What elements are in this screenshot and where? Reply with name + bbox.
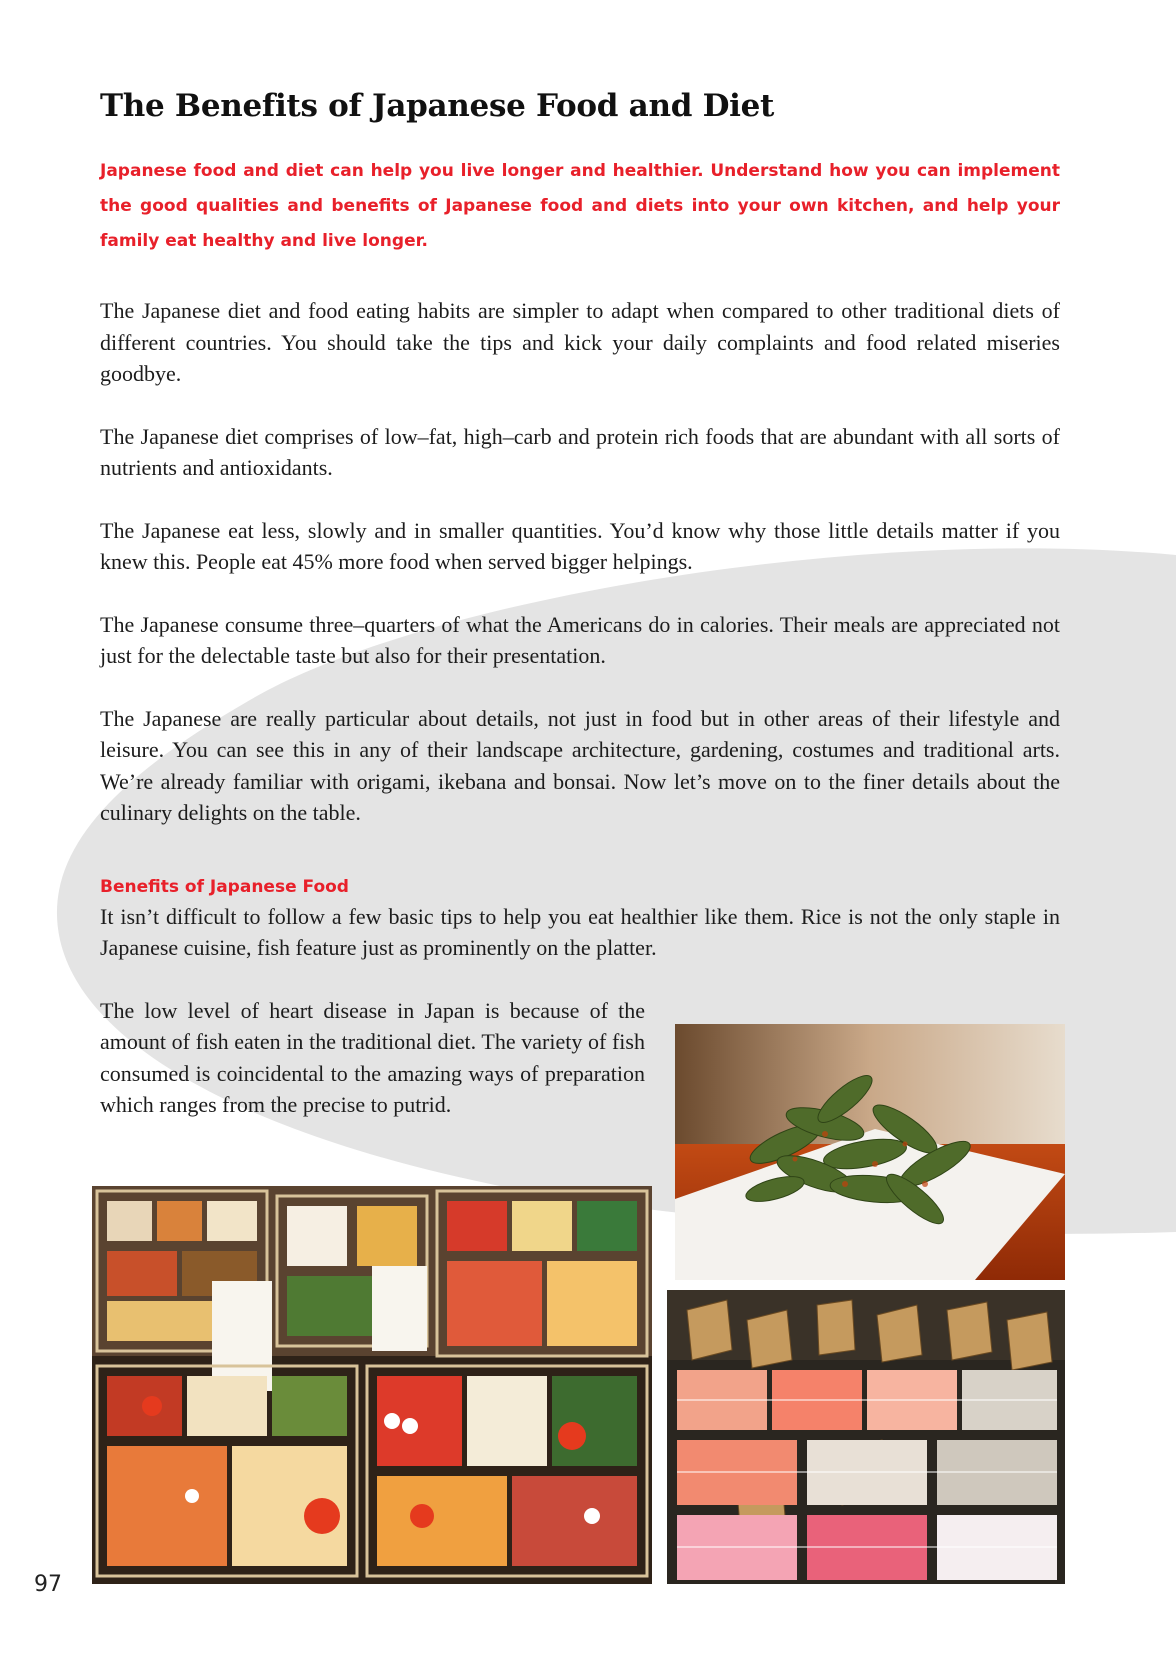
bento-boxes-photo bbox=[92, 1186, 652, 1584]
page-content bbox=[100, 88, 1060, 1152]
body-paragraph: The Japanese diet comprises of low–fat, high–carb and protein rich foods that are abundant with all sorts of nutrients and antioxidants. bbox=[100, 423, 1060, 480]
section-paragraph: The low level of heart disease in Japan is because of the amount of fish eaten in the traditional diet. The variety of fish consumed is coincidental to the amazing ways of preparation which ranges from the precise to putrid. bbox=[100, 997, 645, 1117]
body-paragraph: The Japanese diet and food eating habits are simpler to adapt when compared to other traditional diets of different countries. You should take the tips and kick your daily complaints and food related miseries goodbye. bbox=[100, 298, 1060, 386]
lead-paragraph: Japanese food and diet can help you live longer and healthier. Understand how you can implement the good qualities and benefits of Japanese food and diets into your own kitchen, and help your family eat healthy and live longer. bbox=[100, 161, 1060, 251]
body-paragraph: The Japanese are really particular about details, not just in food but in other areas of their lifestyle and leisure. You can see this in any of their landscape architecture, gardening, costumes and traditional arts. We’re already familiar with origami, ikebana and bonsai. Now let’s move on to the finer details about the culinary delights on the table. bbox=[100, 705, 1060, 825]
fish-market-photo bbox=[667, 1290, 1065, 1584]
edamame-photo bbox=[675, 1024, 1065, 1280]
body-paragraph: The Japanese eat less, slowly and in smaller quantities. You’d know why those little details matter if you knew this. People eat 45% more food when served bigger helpings. bbox=[100, 517, 1060, 574]
section-heading: Benefits of Japanese Food bbox=[100, 876, 349, 897]
section-paragraph: It isn’t difficult to follow a few basic tips to help you eat healthier like them. Rice is not the only staple in Japanese cuisine, fish feature just as prominently on the platter. bbox=[100, 903, 1060, 960]
page-title: The Benefits of Japanese Food and Diet bbox=[100, 88, 775, 124]
page-number: 97 bbox=[34, 1572, 62, 1597]
body-paragraph: The Japanese consume three–quarters of what the Americans do in calories. Their meals are appreciated not just for the delectable taste but also for their presentation. bbox=[100, 611, 1060, 668]
